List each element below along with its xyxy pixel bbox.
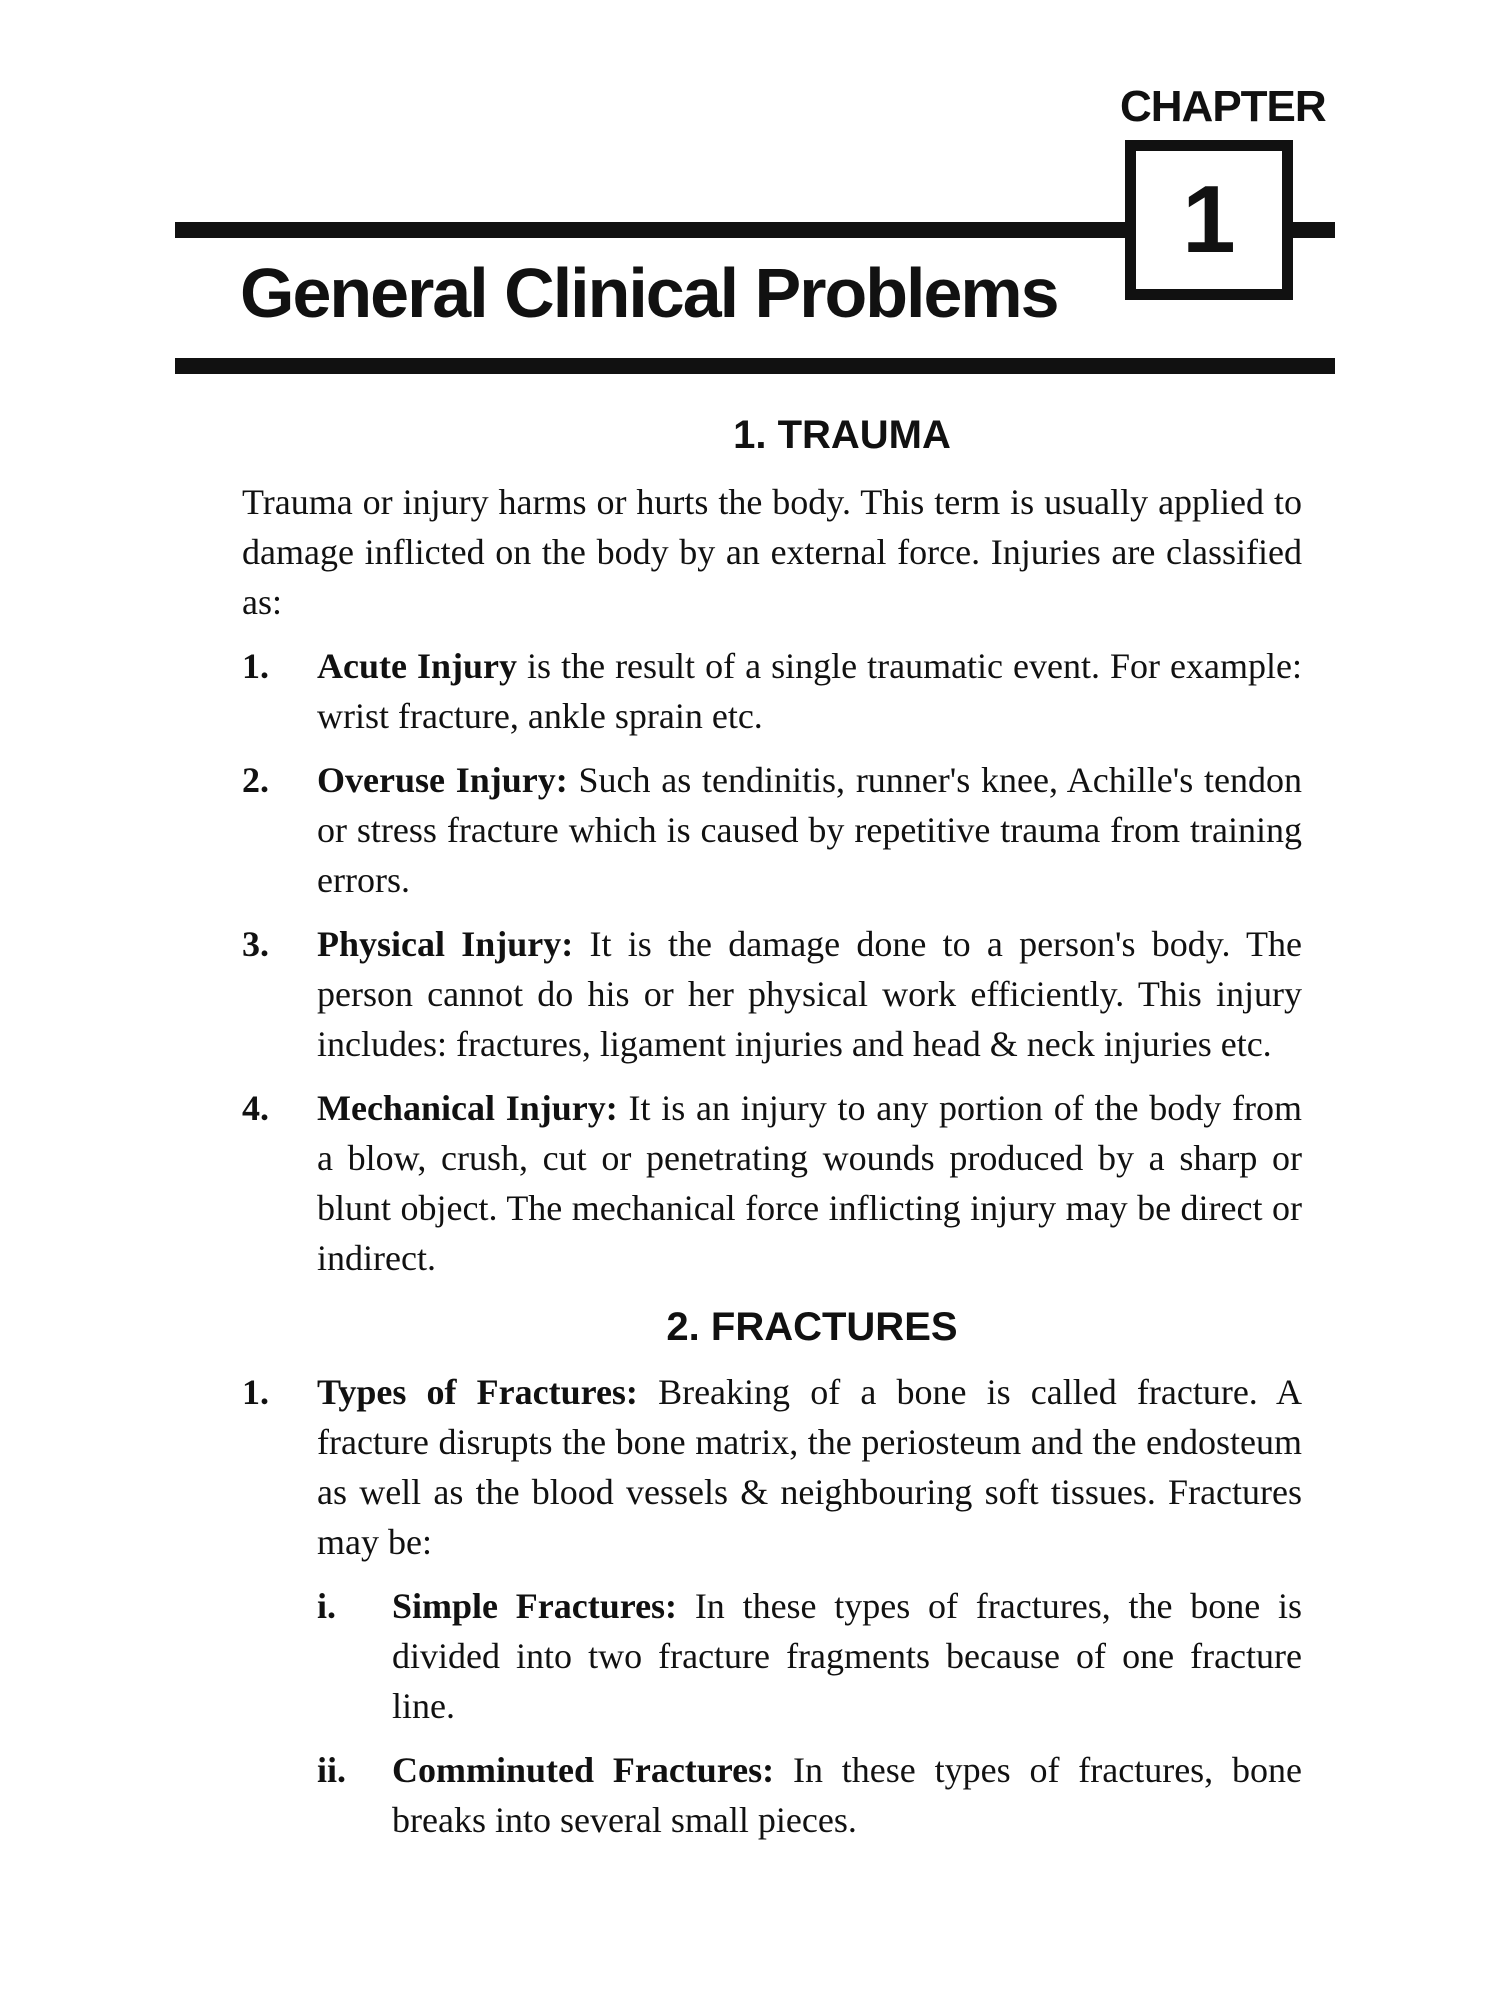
list-item-term: Physical Injury: bbox=[317, 924, 574, 964]
list-item-term: Acute Injury bbox=[317, 646, 518, 686]
sub-list-item-text: In these types of fractures, bone breaks into several small pieces. bbox=[392, 1750, 1303, 1840]
sub-list-item-number: ii. bbox=[317, 1750, 347, 1790]
list-item-term: Types of Fractures: bbox=[317, 1372, 638, 1412]
list-item-text: It is an injury to any portion of the body from a blow, crush, cut or penetrating wounds produced by a sharp or blunt object. The mechanical force inflicting injury may be direct or indirect. bbox=[317, 1088, 1302, 1278]
sub-list-item-text: In these types of fractures, the bone is divided into two fracture fragments because of one fracture line. bbox=[392, 1586, 1302, 1726]
list-item-term: Overuse Injury: bbox=[317, 760, 568, 800]
chapter-number: 1 bbox=[1182, 166, 1236, 273]
chapter-label: CHAPTER bbox=[1120, 82, 1326, 131]
page-content bbox=[242, 405, 1302, 1859]
list-item bbox=[242, 755, 1302, 905]
sub-list-item-term: Simple Fractures: bbox=[392, 1586, 678, 1626]
trauma-intro: Trauma or injury harms or hurts the body. This term is usually applied to damage inflicted on the body by an external force. Injuries are classified as: bbox=[242, 482, 1302, 622]
section-heading-trauma: 1. TRAUMA bbox=[733, 413, 951, 457]
chapter-title: General Clinical Problems bbox=[240, 254, 1058, 332]
list-item-text: It is the damage done to a person's body. The person cannot do his or her physical work efficiently. This injury includes: fractures, ligament injuries and head & neck injuries etc. bbox=[317, 924, 1302, 1064]
sub-list-item-number: i. bbox=[317, 1586, 337, 1626]
list-item-text: Such as tendinitis, runner's knee, Achille's tendon or stress fracture which is caused by repetitive trauma from training errors. bbox=[317, 760, 1302, 900]
list-item bbox=[242, 1083, 1302, 1283]
list-item-number: 3. bbox=[242, 924, 269, 964]
section-heading-fractures: 2. FRACTURES bbox=[666, 1305, 958, 1349]
chapter-number-box bbox=[1125, 140, 1293, 300]
list-item bbox=[242, 641, 1302, 741]
list-item-number: 2. bbox=[242, 760, 269, 800]
header-rule-bottom bbox=[175, 358, 1335, 374]
list-item bbox=[242, 919, 1302, 1069]
list-item-term: Mechanical Injury: bbox=[317, 1088, 618, 1128]
sub-list-item-term: Comminuted Fractures: bbox=[392, 1750, 775, 1790]
list-item bbox=[242, 1367, 1302, 1567]
list-item-text: is the result of a single traumatic event. For example: wrist fracture, ankle sprain etc. bbox=[317, 646, 1303, 736]
list-item-text: Breaking of a bone is called fracture. A fracture disrupts the bone matrix, the periosteum and the endosteum as well as the blood vessels & neighbouring soft tissues. Fractures may be: bbox=[317, 1372, 1302, 1562]
list-item-number: 1. bbox=[242, 646, 269, 686]
list-item-number: 1. bbox=[242, 1372, 269, 1412]
sub-list-item bbox=[242, 1745, 1302, 1845]
list-item-number: 4. bbox=[242, 1088, 269, 1128]
sub-list-item bbox=[242, 1581, 1302, 1731]
